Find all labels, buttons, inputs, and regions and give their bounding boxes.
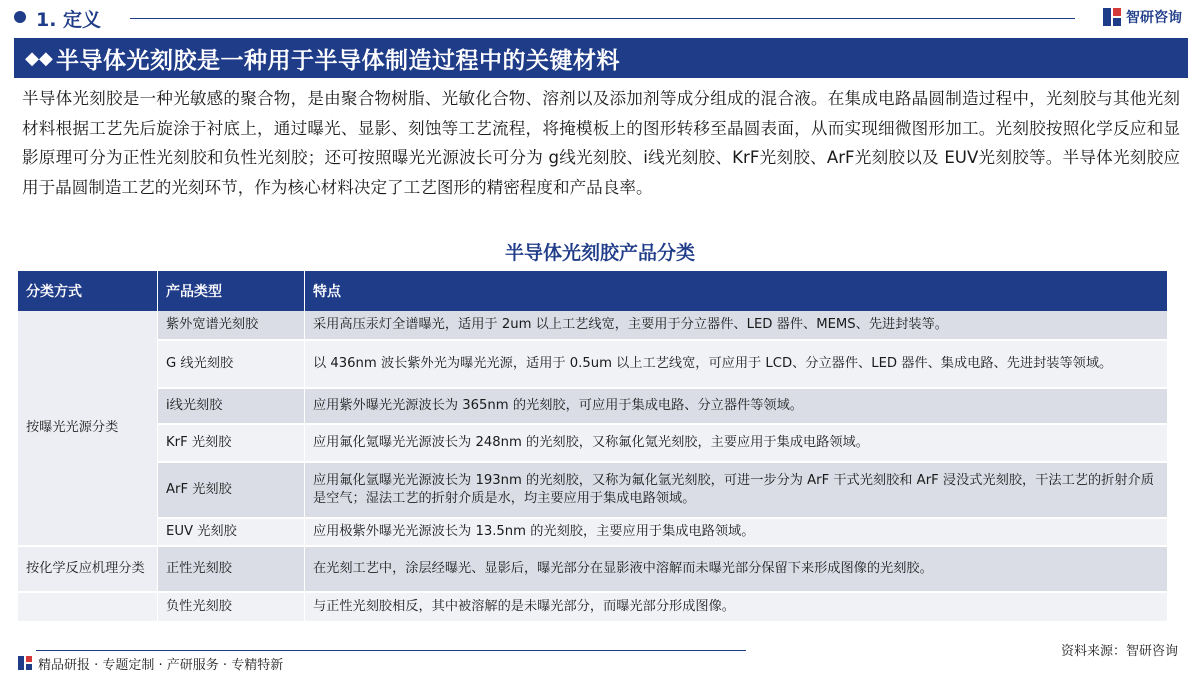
- group-by-chemistry: 按化学反应机理分类: [18, 547, 158, 593]
- section-title: 1. 定义: [36, 9, 102, 31]
- group-by-light-source: 按曝光光源分类: [18, 311, 158, 547]
- header-type: 产品类型: [158, 271, 305, 311]
- table-row: [18, 425, 1168, 463]
- double-diamond-icon: ◆◆: [25, 47, 53, 69]
- group-blank-cell: [18, 593, 158, 623]
- table-row: [18, 593, 1168, 623]
- top-bar: [0, 0, 1200, 36]
- row-feature: 在光刻工艺中，涂层经曝光、显影后，曝光部分在显影液中溶解而未曝光部分保留下来形成图像的光刻胶。: [305, 547, 1168, 593]
- row-type: KrF 光刻胶: [158, 425, 305, 463]
- row-type: EUV 光刻胶: [158, 519, 305, 547]
- table-row: [18, 547, 1168, 593]
- table-header-row: [18, 271, 1168, 311]
- title-banner: [14, 38, 1188, 78]
- footer-tagline: 精品研报 · 专题定制 · 产研服务 · 专精特新: [38, 658, 284, 673]
- row-feature: 应用紫外曝光光源波长为 365nm 的光刻胶，可应用于集成电路、分立器件等领域。: [305, 389, 1168, 425]
- row-feature: 应用极紫外曝光光源波长为 13.5nm 的光刻胶，主要应用于集成电路领域。: [305, 519, 1168, 547]
- header-category: 分类方式: [18, 271, 158, 311]
- brand-name: 智研咨询: [1126, 10, 1182, 26]
- intro-paragraph: 半导体光刻胶是一种光敏感的聚合物，是由聚合物树脂、光敏化合物、溶剂以及添加剂等成分组成的混合液。在集成电路晶圆制造过程中，光刻胶与其他光刻材料根据工艺先后旋涂于衬底上，通过曝光、显影、刻蚀等工艺流程，将掩模板上的图形转移至晶圆表面，从而实现细微图形加工。光刻胶按照化学反应和显影原理可分为正性光刻胶和负性光刻胶；还可按照曝光光源波长可分为 g线光刻胶、i线光刻胶、KrF光刻胶、ArF光刻胶以及 EUV光刻胶等。半导体光刻胶应用于晶圆制造工艺的光刻环节，作为核心材料决定了工艺图形的精密程度和产品良率。: [22, 89, 1180, 197]
- data-source: 资料来源：智研咨询: [1060, 644, 1178, 659]
- row-type: ArF 光刻胶: [158, 463, 305, 519]
- footer-logo-icon: [18, 656, 32, 670]
- table-title: 半导体光刻胶产品分类: [504, 242, 695, 264]
- row-feature: 以 436nm 波长紫外光为曝光光源，适用于 0.5um 以上工艺线宽，可应用于 LCD、分立器件、LED 器件、集成电路、先进封装等领域。: [305, 341, 1168, 389]
- row-type: 正性光刻胶: [158, 547, 305, 593]
- header-feature: 特点: [305, 271, 1168, 311]
- row-feature: 应用氟化氪曝光光源波长为 248nm 的光刻胶，又称氟化氪光刻胶，主要应用于集成电路领域。: [305, 425, 1168, 463]
- bullet-dot-icon: [14, 11, 26, 23]
- row-type: i线光刻胶: [158, 389, 305, 425]
- table-row: [18, 463, 1168, 519]
- classification-table: [18, 271, 1168, 623]
- zhiyan-logo-icon: [1103, 8, 1121, 26]
- table-row: [18, 389, 1168, 425]
- row-type: G 线光刻胶: [158, 341, 305, 389]
- table-row: [18, 311, 1168, 341]
- header-divider: [130, 18, 1075, 19]
- row-feature: 与正性光刻胶相反，其中被溶解的是未曝光部分，而曝光部分形成图像。: [305, 593, 1168, 623]
- row-feature: 采用高压汞灯全谱曝光，适用于 2um 以上工艺线宽，主要用于分立器件、LED 器件、MEMS、先进封装等。: [305, 311, 1168, 341]
- row-type: 紫外宽谱光刻胶: [158, 311, 305, 341]
- table-row: [18, 341, 1168, 389]
- banner-title: 半导体光刻胶是一种用于半导体制造过程中的关键材料: [56, 47, 620, 74]
- brand: [1103, 7, 1182, 27]
- row-type: 负性光刻胶: [158, 593, 305, 623]
- footer-divider: [36, 650, 746, 651]
- row-feature: 应用氟化氩曝光光源波长为 193nm 的光刻胶，又称为氟化氩光刻胶，可进一步分为 ArF 干式光刻胶和 ArF 浸没式光刻胶，干法工艺的折射介质是空气；湿法工艺的折射介质是水，均主要应用于集成电路领域。: [305, 463, 1168, 519]
- table-row: [18, 519, 1168, 547]
